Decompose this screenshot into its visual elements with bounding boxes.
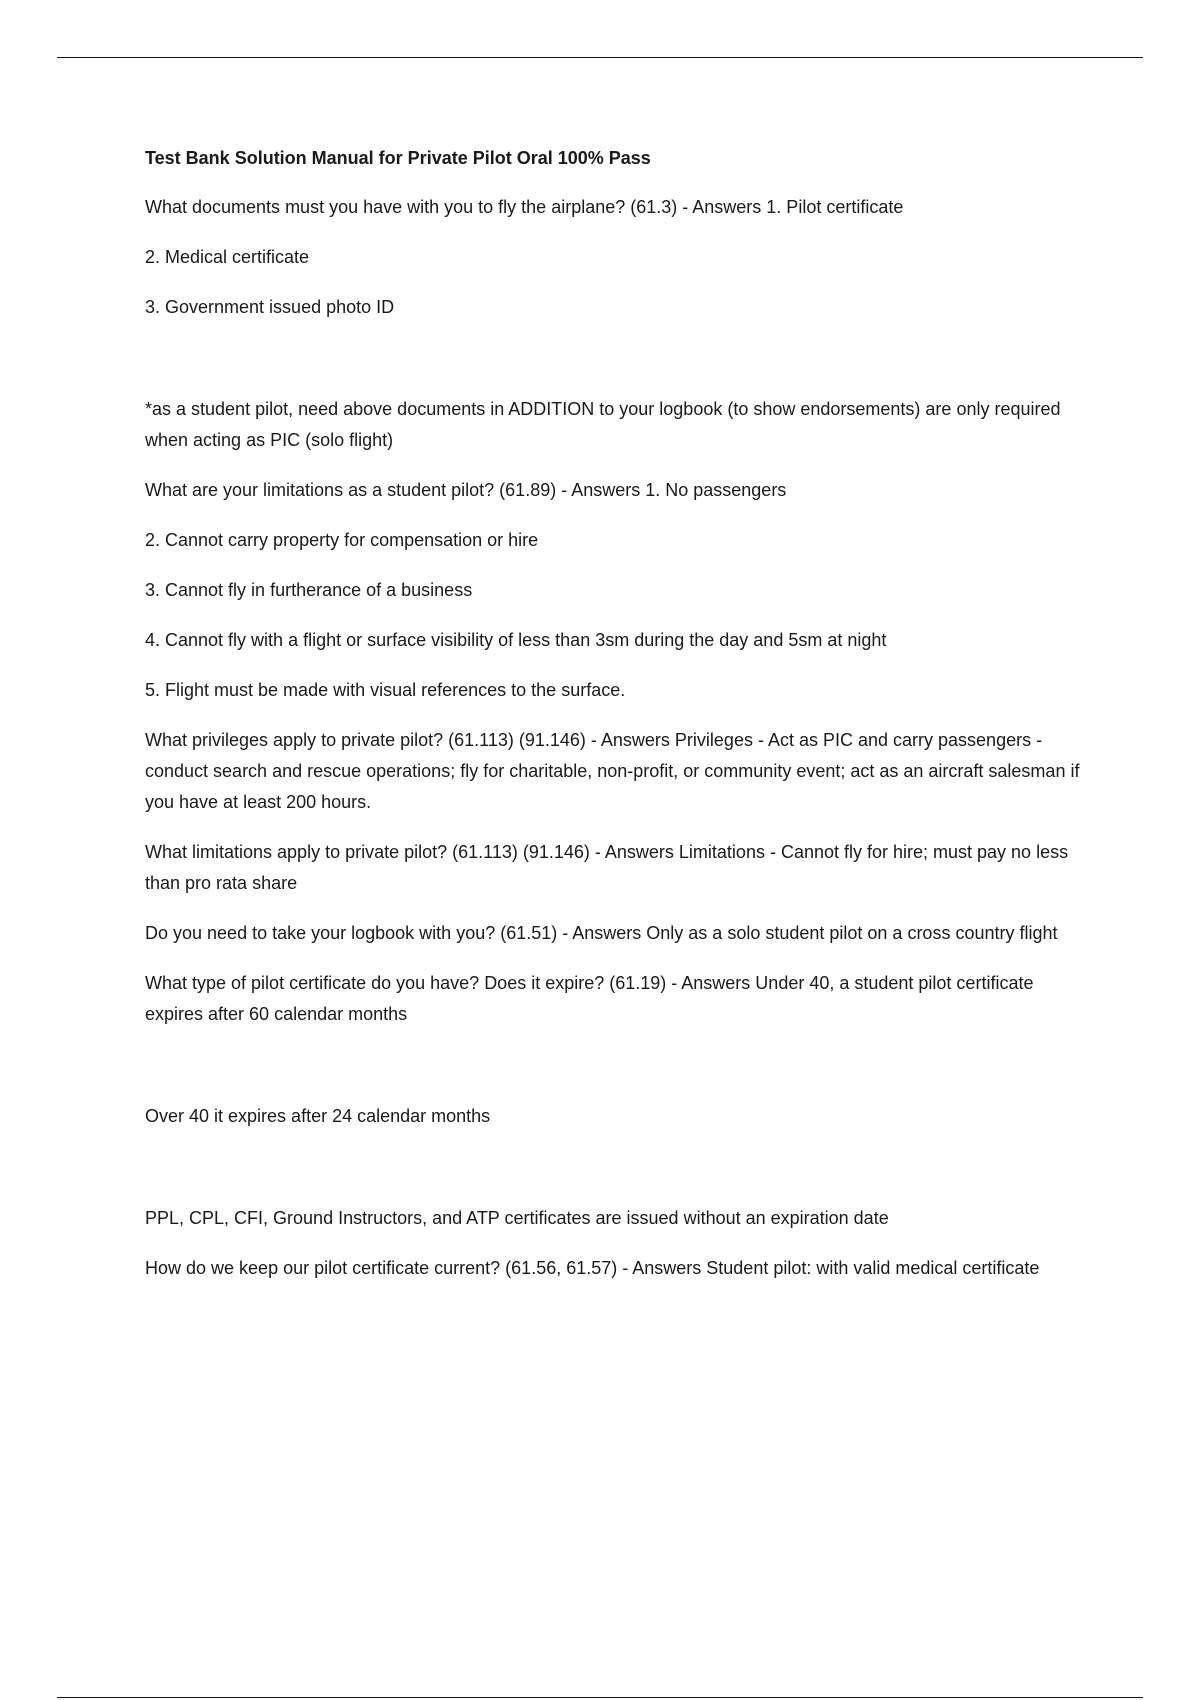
qa-paragraph: What limitations apply to private pilot? (61.113) (91.146) - Answers Limitations - Cannot fly for hire; must pay no less than pro rata share	[145, 842, 1069, 893]
qa-paragraph: 4. Cannot fly with a flight or surface visibility of less than 3sm during the day and 5sm at night	[145, 630, 887, 650]
qa-paragraph: 5. Flight must be made with visual references to the surface.	[145, 680, 626, 700]
qa-paragraph: What privileges apply to private pilot? (61.113) (91.146) - Answers Privileges - Act as PIC and carry passengers - conduct search and rescue operations; fly for charitable, non-profit, or community event; act as an aircraft salesman if you have at least 200 hours.	[145, 730, 1080, 812]
qa-paragraph: 3. Government issued photo ID	[145, 297, 395, 317]
blank-line	[145, 1151, 1090, 1203]
header-rule	[57, 57, 1143, 58]
document-title: Test Bank Solution Manual for Private Pilot Oral 100% Pass	[145, 148, 651, 168]
qa-paragraph: Do you need to take your logbook with you? (61.51) - Answers Only as a solo student pilot on a cross country flight	[145, 923, 1058, 943]
qa-paragraph: What are your limitations as a student pilot? (61.89) - Answers 1. No passengers	[145, 480, 787, 500]
qa-paragraph: *as a student pilot, need above documents in ADDITION to your logbook (to show endorsements) are only required when acting as PIC (solo flight)	[145, 399, 1061, 450]
qa-paragraph: What type of pilot certificate do you have? Does it expire? (61.19) - Answers Under 40, a student pilot certificate expires after 60 calendar months	[145, 973, 1034, 1024]
qa-paragraph: What documents must you have with you to fly the airplane? (61.3) - Answers 1. Pilot certificate	[145, 197, 904, 217]
qa-paragraph: How do we keep our pilot certificate current? (61.56, 61.57) - Answers Student pilot: with valid medical certificate	[145, 1258, 1040, 1278]
qa-paragraph: Over 40 it expires after 24 calendar months	[145, 1106, 491, 1126]
blank-line	[145, 342, 1090, 394]
footer-rule	[57, 1697, 1143, 1698]
blank-line	[145, 1049, 1090, 1101]
qa-paragraph: 3. Cannot fly in furtherance of a business	[145, 580, 473, 600]
qa-paragraph: 2. Cannot carry property for compensation or hire	[145, 530, 539, 550]
qa-paragraph: 2. Medical certificate	[145, 247, 310, 267]
qa-paragraph: PPL, CPL, CFI, Ground Instructors, and ATP certificates are issued without an expiration date	[145, 1208, 889, 1228]
document-body	[145, 142, 1090, 1303]
